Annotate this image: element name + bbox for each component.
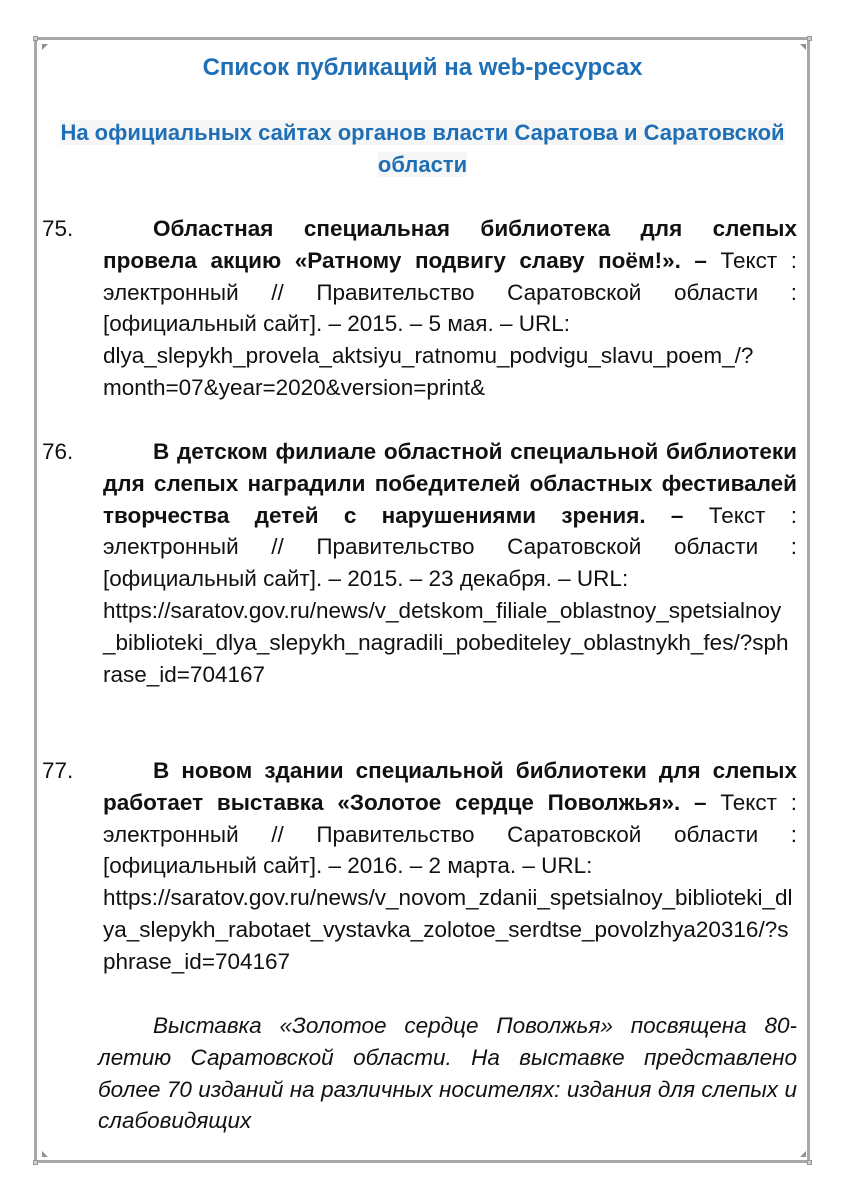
entry-body	[103, 755, 797, 978]
list-item-75	[42, 213, 797, 404]
border-node-top-left	[33, 36, 38, 41]
entry-title: В новом здании специальной библиотеки для слепых работает выставка «Золотое сердце Поволжья». –	[103, 758, 797, 815]
entry-title: Областная специальная библиотека для слепых провела акцию «Ратному подвигу славу поём!». –	[103, 216, 797, 273]
corner-mark-top-right	[800, 44, 806, 50]
corner-mark-top-left	[42, 44, 48, 50]
section-subtitle	[40, 117, 805, 181]
annotation-text: Выставка «Золотое сердце Поволжья» посвящена 80-летию Саратовской области. На выставке представлено более 70 изданий на различных носителях: издания для слепых и слабовидящих	[98, 1013, 797, 1134]
entry-number: 76.	[42, 439, 74, 464]
list-item-77	[42, 755, 797, 978]
entry-url-link[interactable]: dlya_slepykh_provela_aktsiyu_ratnomu_podvigu_slavu_poem_/?month=07&year=2020&version=print&	[103, 343, 754, 400]
entry-body	[103, 436, 797, 690]
entry-url-link[interactable]: https://saratov.gov.ru/news/v_detskom_filiale_oblastnoy_spetsialnoy_biblioteki_dlya_slepykh_nagradili_pobediteley_oblastnykh_fes/?sphrase_id=704167	[103, 597, 789, 687]
border-node-bottom-left	[33, 1160, 38, 1165]
entry-url-link[interactable]: https://saratov.gov.ru/news/v_novom_zdanii_spetsialnoy_biblioteki_dlya_slepykh_rabotaet_vystavka_zolotoe_serdtse_povolzhya20316/?sphrase_id=704167	[103, 885, 793, 974]
page-title: Список публикаций на web-ресурсах	[202, 54, 643, 81]
entry-number: 77.	[42, 758, 74, 783]
border-node-top-right	[807, 36, 812, 41]
section-subtitle-text: На официальных сайтах органов власти Саратова и Саратовской области	[60, 120, 785, 177]
corner-mark-bottom-right	[800, 1151, 806, 1157]
entry-number: 75.	[42, 216, 74, 241]
corner-mark-bottom-left	[42, 1151, 48, 1157]
entry-description: Текст : электронный // Правительство Саратовской области : [официальный сайт]. – 2015. – 23 декабря. – URL:	[103, 502, 797, 592]
entry-77-annotation	[98, 1010, 797, 1137]
entry-body	[103, 213, 797, 404]
list-item-76	[42, 436, 797, 690]
entry-title: В детском филиале областной специальной библиотеки для слепых наградили победителей областных фестивалей творчества детей с нарушениями зрения. –	[103, 439, 797, 528]
entry-description: Текст : электронный // Правительство Саратовской области : [официальный сайт]. – 2015. – 5 мая. – URL:	[103, 247, 797, 337]
entry-description: Текст : электронный // Правительство Саратовской области : [официальный сайт]. – 2016. – 2 марта. – URL:	[103, 789, 797, 879]
border-node-bottom-right	[807, 1160, 812, 1165]
